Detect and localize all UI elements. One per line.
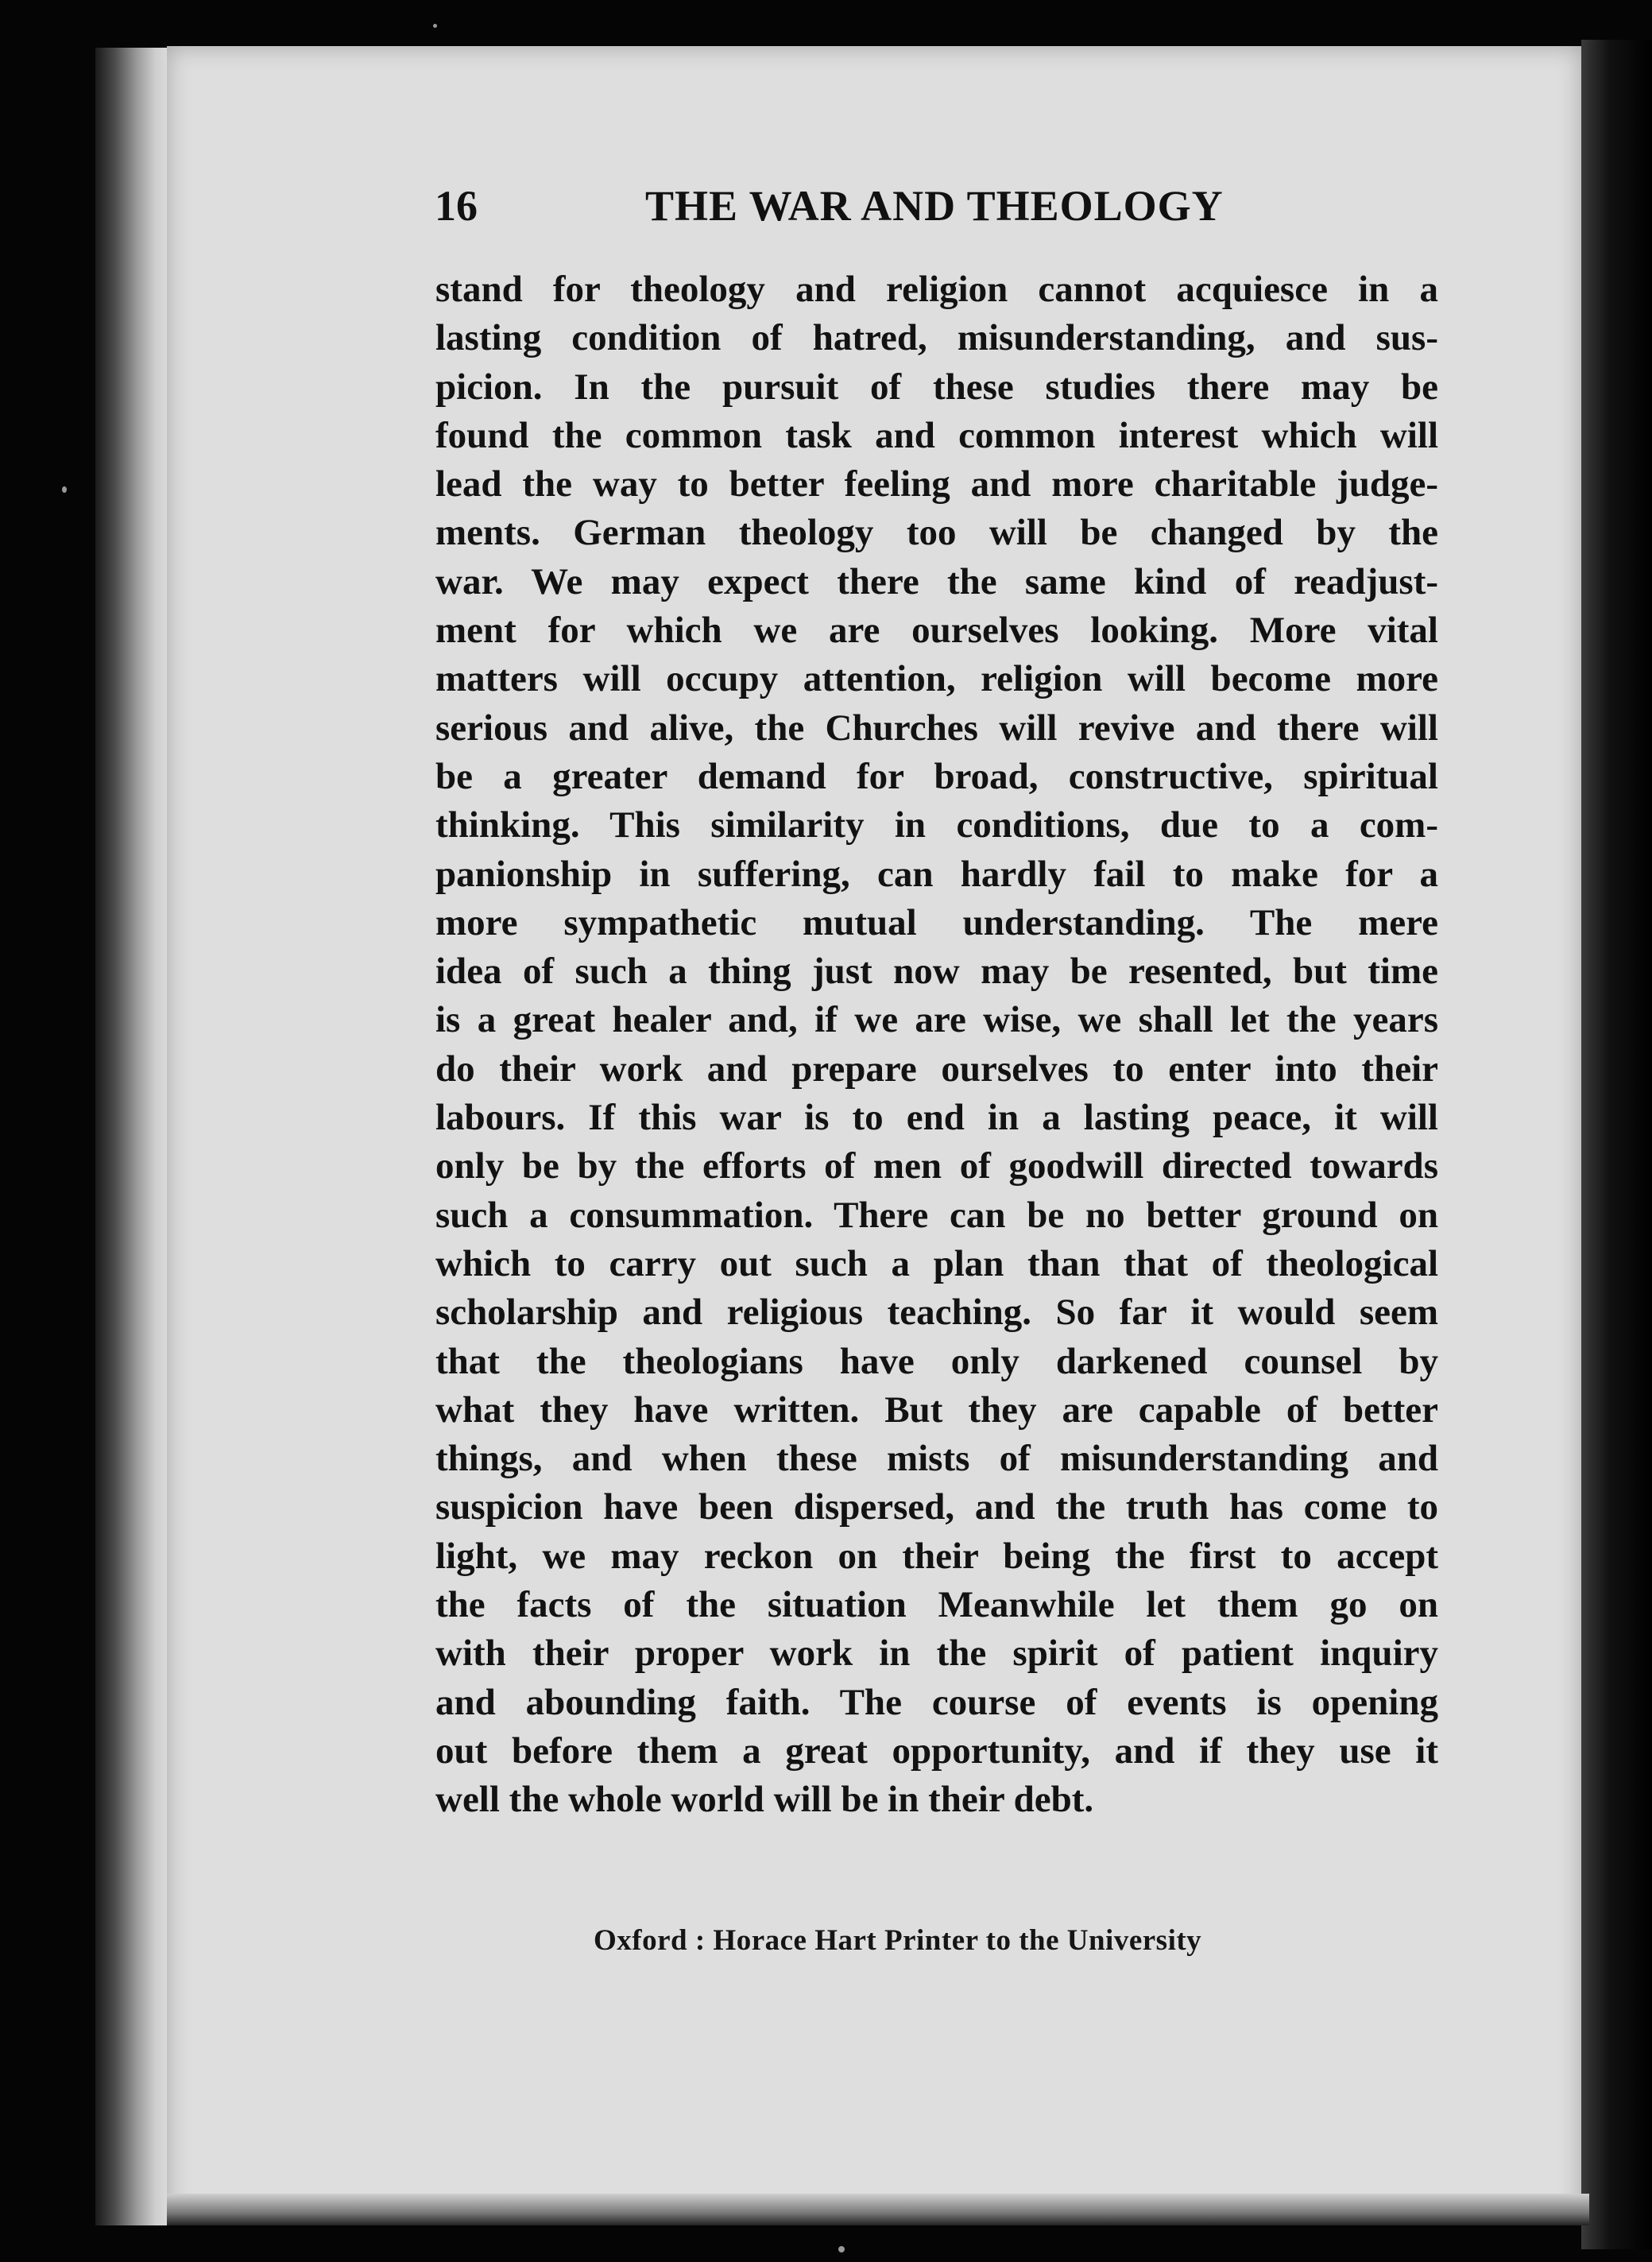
text-line: the facts of the situation Meanwhile let them go on bbox=[435, 1584, 1438, 1626]
text-line: well the whole world will be in their debt. bbox=[435, 1779, 1094, 1821]
text-line: labours. If this war is to end in a lasting peace, it will bbox=[435, 1097, 1438, 1139]
text-line: stand for theology and religion cannot acquiesce in a bbox=[435, 269, 1438, 310]
text-line: scholarship and religious teaching. So far it would seem bbox=[435, 1292, 1438, 1334]
text-line: panionship in suffering, can hardly fail to make for a bbox=[435, 853, 1438, 895]
text-line: which to carry out such a plan than that of theological bbox=[435, 1242, 1438, 1284]
text-line: is a great healer and, if we are wise, we shall let the years bbox=[435, 999, 1438, 1041]
printer-colophon: Oxford : Horace Hart Printer to the University bbox=[594, 1924, 1202, 1957]
text-line: serious and alive, the Churches will revive and there will bbox=[435, 707, 1438, 749]
text-line: matters will occupy attention, religion will become more bbox=[435, 658, 1438, 700]
text-line: only be by the efforts of men of goodwill directed towards bbox=[435, 1145, 1438, 1187]
text-line: war. We may expect there the same kind of readjust- bbox=[435, 560, 1438, 602]
running-header bbox=[435, 181, 1229, 245]
text-line: what they have written. But they are capable of better bbox=[435, 1389, 1438, 1431]
text-line: such a consummation. There can be no better ground on bbox=[435, 1194, 1438, 1236]
dust-speck bbox=[838, 2246, 845, 2252]
text-line: with their proper work in the spirit of patient inquiry bbox=[435, 1633, 1438, 1675]
text-line: lead the way to better feeling and more charitable judge- bbox=[435, 463, 1438, 505]
running-title: THE WAR AND THEOLOGY bbox=[645, 182, 1224, 230]
text-line: be a greater demand for broad, constructive, spiritual bbox=[435, 755, 1438, 797]
right-page-edge bbox=[1581, 40, 1652, 2249]
dust-speck bbox=[62, 486, 67, 493]
page-number: 16 bbox=[435, 182, 478, 230]
text-line: found the common task and common interest which will bbox=[435, 414, 1438, 456]
text-line: light, we may reckon on their being the first to accept bbox=[435, 1535, 1438, 1577]
text-line: thinking. This similarity in conditions, due to a com- bbox=[435, 804, 1438, 846]
dust-speck bbox=[433, 24, 437, 28]
text-line: more sympathetic mutual understanding. The mere bbox=[435, 901, 1438, 943]
text-line: ments. German theology too will be changed by the bbox=[435, 512, 1438, 554]
book-spine-shadow bbox=[95, 48, 171, 2225]
text-line: things, and when these mists of misunderstanding and bbox=[435, 1438, 1438, 1480]
bottom-page-edge bbox=[167, 2194, 1589, 2225]
text-line: do their work and prepare ourselves to enter into their bbox=[435, 1048, 1438, 1090]
text-line: and abounding faith. The course of events is opening bbox=[435, 1681, 1438, 1723]
text-line: ment for which we are ourselves looking. More vital bbox=[435, 610, 1438, 652]
text-line: out before them a great opportunity, and if they use it bbox=[435, 1729, 1438, 1772]
text-line: suspicion have been dispersed, and the truth has come to bbox=[435, 1486, 1438, 1528]
text-line: idea of such a thing just now may be resented, but time bbox=[435, 951, 1438, 993]
text-line: that the theologians have only darkened counsel by bbox=[435, 1340, 1438, 1382]
body-text bbox=[435, 265, 1438, 1825]
text-line: picion. In the pursuit of these studies there may be bbox=[435, 366, 1438, 408]
text-line: lasting condition of hatred, misunderstanding, and sus- bbox=[435, 317, 1438, 359]
